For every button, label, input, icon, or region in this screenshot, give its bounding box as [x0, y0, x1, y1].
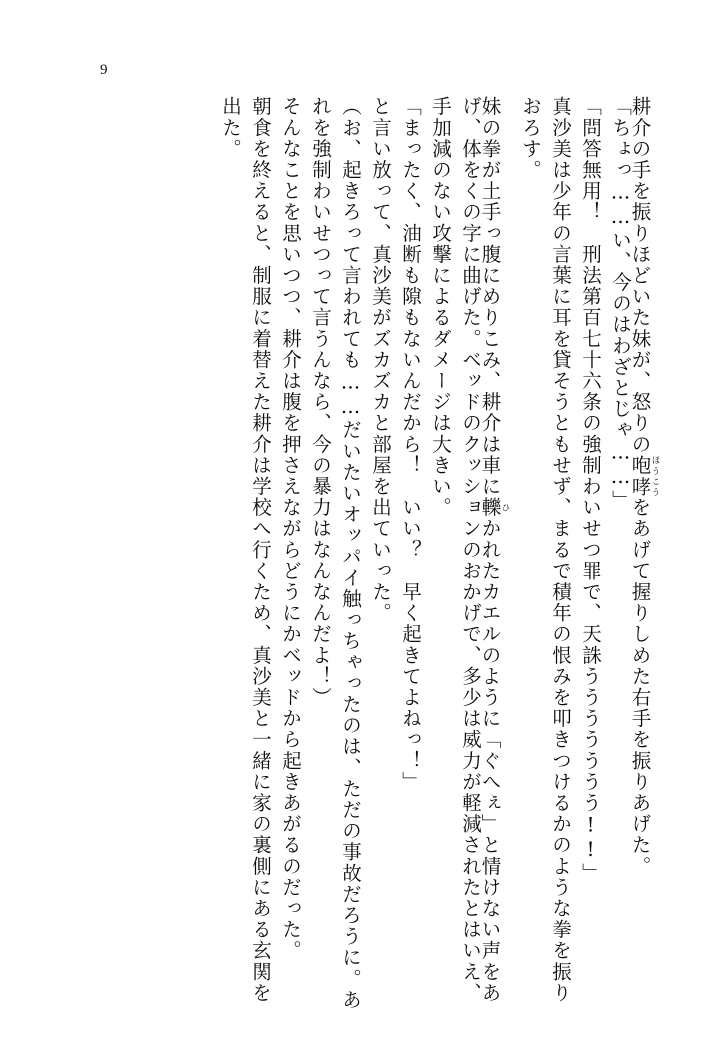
vertical-text-block [60, 96, 660, 1016]
text-column: げ、体をくの字に曲げた。ベッドのクッションのおかげで、多少は威力が軽減されたとはいえ、 [459, 96, 482, 1004]
page-number: 9 [100, 62, 108, 78]
text-column: 耕介の手を振りほどいた妹が、怒りの咆哮ほうこうをあげて握りしめた右手を振りあげた。 [628, 96, 660, 877]
text-column: 「まったく、油断も隙もないんだから！ いい？ 早く起きてよねっ！」 [399, 96, 422, 793]
text-column: れを強制わいせつって言うんなら、今の暴力はなんなんだよ！） [309, 96, 332, 708]
text-column: 朝食を終えると、制服に着替えた耕介は学校へ行くため、真沙美と一緒に家の裏側にある玄関を [249, 96, 272, 1004]
text-column: おろす。 [519, 96, 542, 181]
text-column: 妹の拳が土手っ腹にめりこみ、耕介は車に轢ひかれたカエルのように「ぐへぇ」と情けない声をあ [478, 96, 510, 1004]
text-column: （お、起きろって言われても……だいたいオッパイ触っちゃったのは、ただの事故だろうに。あ [339, 96, 362, 1011]
text-column: 真沙美は少年の言葉に耳を貸そうともせず、まるで積年の恨みを叩きつけるかのような拳を振り [549, 96, 572, 1004]
text-column: 出た。 [219, 96, 242, 160]
text-column: と言い放って、真沙美がズカズカと部屋を出ていった。 [369, 96, 392, 624]
text-column: そんなことを思いつつ、耕介は腹を押さえながらどうにかベッドから起きあがるのだった。 [279, 96, 302, 962]
text-column: 「ちょっ……い、今のはわざとじゃ……」 [609, 96, 632, 511]
text-column: 「問答無用！ 刑法第百七十六条の強制わいせつ罪で、天誅ううううううう!!」 [579, 96, 602, 884]
text-column: 手加減のない攻撃によるダメージは大きい。 [429, 96, 452, 518]
